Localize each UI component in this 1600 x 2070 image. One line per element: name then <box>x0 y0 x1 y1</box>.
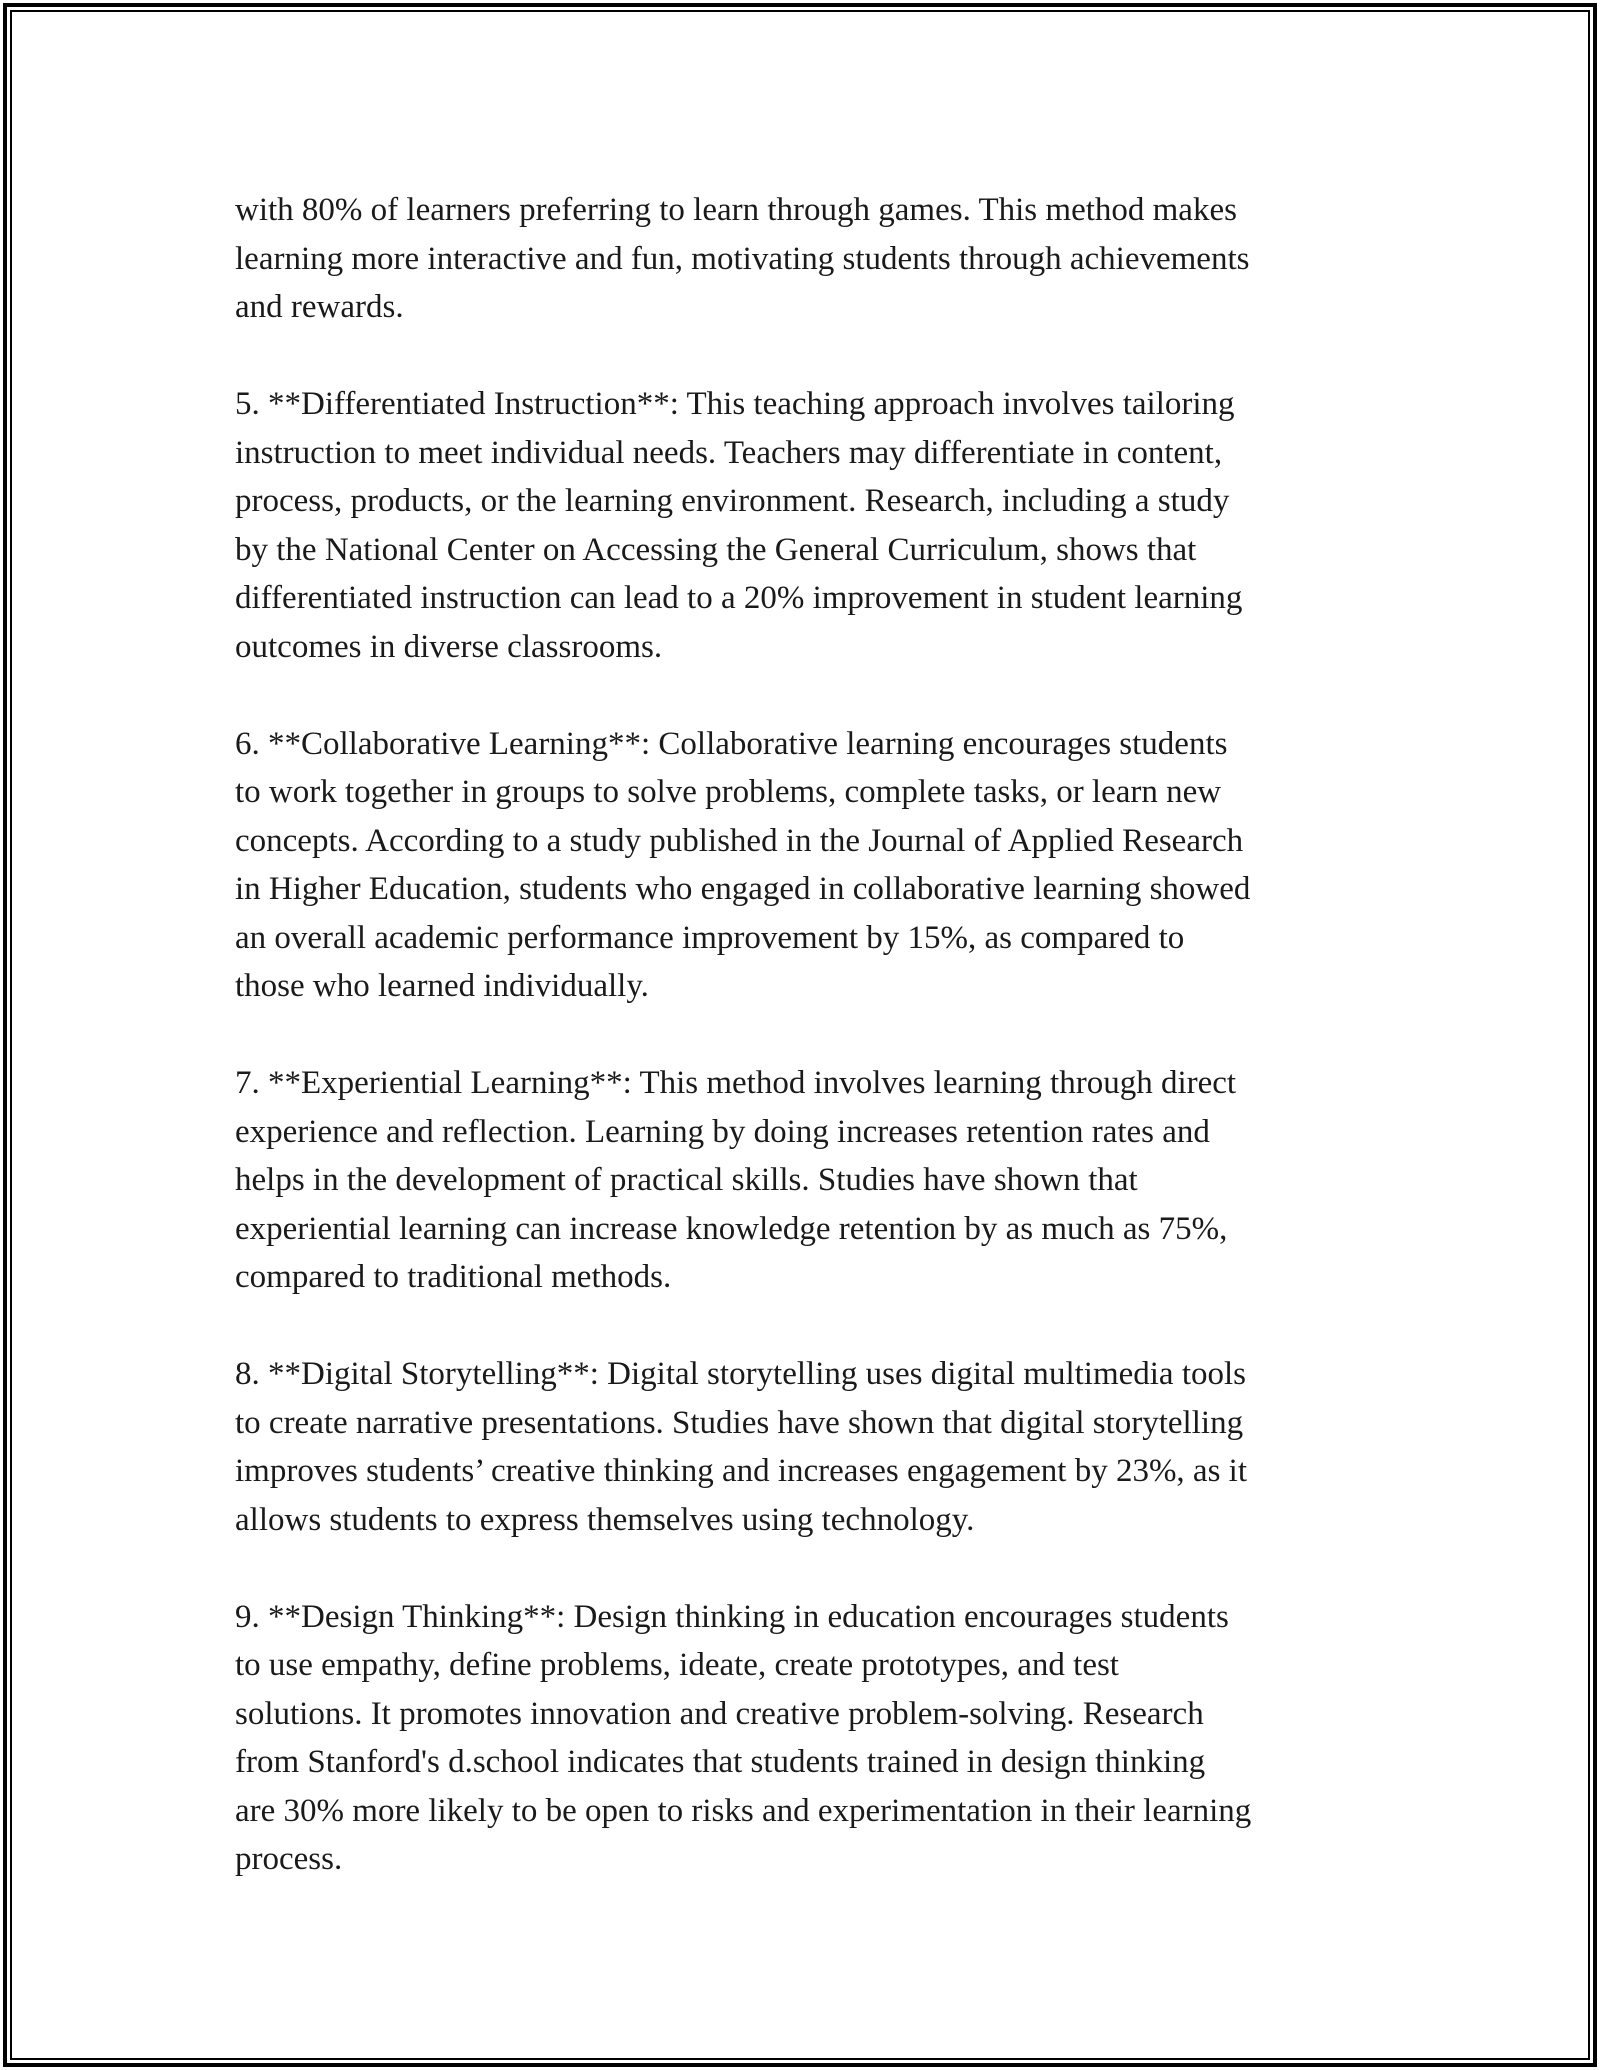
paragraph-experiential-learning: 7. **Experiential Learning**: This method involves learning through direct experience and reflection. Learning by doing increases retention rates and helps in the development of practical skills. Studies have shown that experiential learning can increase knowledge retention by as much as 75%, compared to traditional methods. <box>235 1065 1237 1295</box>
paragraph-differentiated-instruction: 5. **Differentiated Instruction**: This teaching approach involves tailoring instruction to meet individual needs. Teachers may differentiate in content, process, products, or the learning environment. Research, including a study by the National Center on Accessing the General Curriculum, shows that differentiated instruction can lead to a 20% improvement in student learning outcomes in diverse classrooms. <box>235 386 1243 665</box>
paragraph-design-thinking: 9. **Design Thinking**: Design thinking in education encourages students to use empathy, define problems, ideate, create prototypes, and test solutions. It promotes innovation and creative problem-solving. Research from Stanford's d.school indicates that students trained in design thinking are 30% more likely to be open to risks and experimentation in their learning process. <box>235 1598 1252 1877</box>
paragraph-collaborative-learning: 6. **Collaborative Learning**: Collaborative learning encourages students to work together in groups to solve problems, complete tasks, or learn new concepts. According to a study published in the Journal of Applied Research in Higher Education, students who engaged in collaborative learning showed an overall academic performance improvement by 15%, as compared to those who learned individually. <box>235 725 1251 1004</box>
document-body <box>235 186 1380 1884</box>
paragraph-digital-storytelling: 8. **Digital Storytelling**: Digital storytelling uses digital multimedia tools to create narrative presentations. Studies have shown that digital storytelling improves students’ creative thinking and increases engagement by 23%, as it allows students to express themselves using technology. <box>235 1356 1248 1538</box>
paragraph-gamification-continued: with 80% of learners preferring to learn through games. This method makes learning more interactive and fun, motivating students through achievements and rewards. <box>235 192 1250 325</box>
